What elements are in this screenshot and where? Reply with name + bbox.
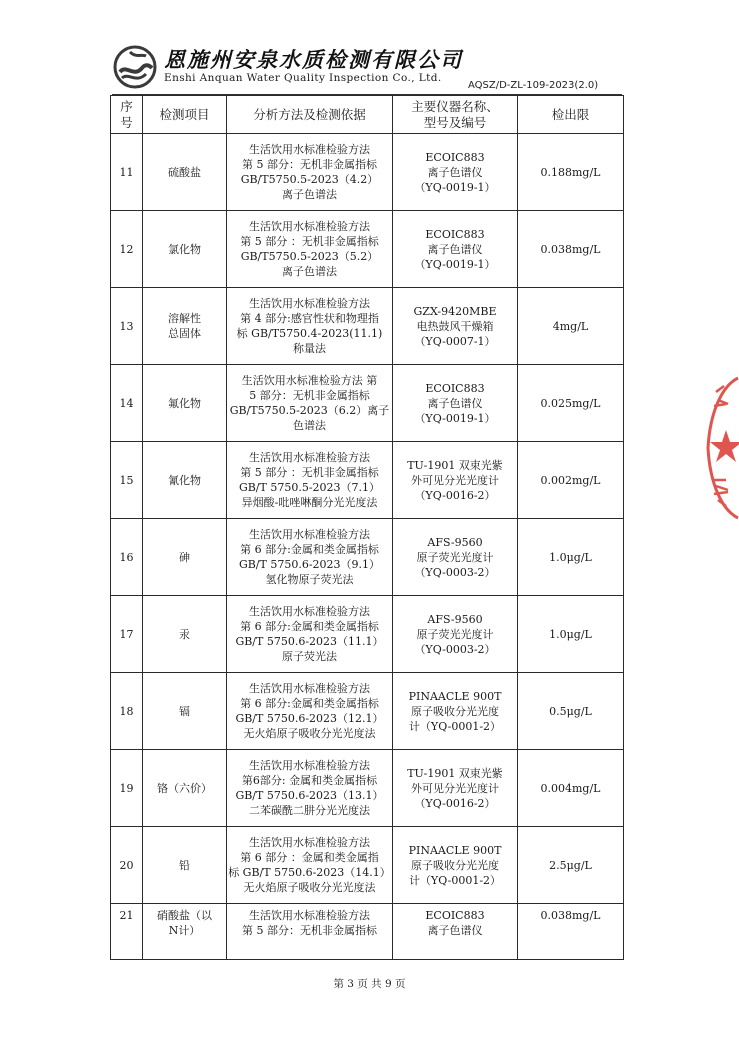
cell-limit: 0.002mg/L (518, 442, 624, 519)
header-seq: 序 号 (111, 96, 143, 134)
cell-seq: 21 (111, 904, 143, 960)
header-limit: 检出限 (518, 96, 624, 134)
cell-instrument-line: 计（YQ-0001-2） (408, 719, 502, 733)
cell-instrument-line: 计（YQ-0001-2） (408, 873, 502, 887)
cell-method-line: 生活饮用水标准检验方法 (249, 682, 370, 695)
document-header (112, 44, 622, 96)
cell-instrument-line: ECOIC883 (425, 381, 485, 395)
cell-item-line: 铬（六价） (157, 781, 212, 795)
cell-instrument-line: AFS-9560 (427, 535, 483, 549)
cell-seq: 14 (111, 365, 143, 442)
cell-method (227, 750, 393, 827)
company-name-cn: 恩施州安泉水质检测有限公司 (164, 47, 463, 72)
header-item: 检测项目 (143, 96, 227, 134)
cell-limit: 1.0μg/L (518, 596, 624, 673)
cell-instrument (393, 211, 518, 288)
cell-method-line: 氢化物原子荧光法 (265, 573, 354, 586)
cell-instrument (393, 750, 518, 827)
table-row (111, 288, 624, 365)
cell-method (227, 673, 393, 750)
cell-seq: 11 (111, 134, 143, 211)
cell-method-line: 生活饮用水标准检验方法 (249, 909, 370, 922)
cell-item-line: 氰化物 (168, 473, 201, 487)
cell-instrument (393, 673, 518, 750)
table-row (111, 365, 624, 442)
cell-seq: 19 (111, 750, 143, 827)
cell-method-line: GB/T 5750.6-2023（13.1） (235, 789, 384, 802)
cell-item (143, 519, 227, 596)
cell-seq: 15 (111, 442, 143, 519)
cell-instrument-line: （YQ-0016-2） (414, 488, 496, 502)
cell-instrument-line: 离子色谱仪 (427, 396, 483, 410)
cell-method-line: 5 部分：无机非金属指标 (249, 389, 370, 402)
cell-limit: 2.5μg/L (518, 827, 624, 904)
cell-limit: 0.5μg/L (518, 673, 624, 750)
cell-instrument (393, 904, 518, 960)
red-seal-stamp (704, 372, 739, 524)
cell-seq: 18 (111, 673, 143, 750)
cell-instrument-line: 原子荧光光度计 (416, 627, 494, 641)
cell-item (143, 288, 227, 365)
cell-method-line: 生活饮用水标准检验方法 (249, 220, 370, 233)
header-method: 分析方法及检测依据 (227, 96, 393, 134)
cell-method-line: 标 GB/T5750.4-2023(11.1) (236, 327, 383, 340)
table-row (111, 134, 624, 211)
cell-item-line: 总固体 (168, 327, 201, 340)
cell-limit: 1.0μg/L (518, 519, 624, 596)
cell-item (143, 673, 227, 750)
cell-instrument (393, 134, 518, 211)
cell-instrument-line: ECOIC883 (425, 150, 485, 164)
cell-item (143, 134, 227, 211)
cell-item-line: N计） (168, 924, 201, 937)
cell-instrument-line: 原子吸收分光光度 (411, 704, 499, 718)
cell-method-line: 第 5 部分 ：无机非金属指标 (240, 235, 379, 248)
cell-instrument-line: PINAACLE 900T (408, 843, 502, 857)
cell-instrument-line: 离子色谱仪 (427, 165, 483, 179)
cell-item-line: 氯化物 (168, 242, 201, 256)
cell-instrument-line: 外可见分光光度计 (411, 781, 499, 795)
cell-method-line: 生活饮用水标准检验方法 (249, 143, 370, 156)
cell-method (227, 519, 393, 596)
cell-instrument-line: AFS-9560 (427, 612, 483, 626)
cell-instrument-line: 离子色谱仪 (427, 242, 483, 256)
cell-instrument-line: 外可见分光光度计 (411, 473, 499, 487)
cell-method (227, 365, 393, 442)
cell-instrument-line: （YQ-0019-1） (414, 257, 496, 271)
cell-method-line: 第 5 部分：无机非金属指标 (242, 924, 377, 937)
cell-method-line: 二苯碳酰二肼分光光度法 (249, 804, 370, 817)
cell-limit: 0.038mg/L (518, 211, 624, 288)
cell-instrument-line: （YQ-0007-1） (414, 334, 496, 348)
cell-method-line: 第 5 部分：无机非金属指标 (242, 158, 377, 171)
cell-method-line: GB/T 5750.6-2023（11.1） (235, 635, 384, 648)
cell-instrument-line: （YQ-0019-1） (414, 180, 496, 194)
cell-method-line: GB/T5750.5-2023（6.2）离子 (229, 404, 390, 417)
cell-instrument-line: （YQ-0003-2） (414, 642, 496, 656)
table-row (111, 827, 624, 904)
table-row (111, 596, 624, 673)
cell-method-line: GB/T 5750.6-2023（9.1） (238, 558, 381, 571)
cell-seq: 17 (111, 596, 143, 673)
test-methods-table (110, 95, 624, 960)
cell-instrument-line: 原子荧光光度计 (416, 550, 494, 564)
cell-item (143, 904, 227, 960)
cell-method-line: 原子荧光法 (282, 650, 337, 663)
cell-item-line: 氟化物 (168, 396, 201, 410)
cell-instrument-line: TU-1901 双束光紫 (407, 458, 503, 472)
cell-item (143, 750, 227, 827)
cell-method-line: 色谱法 (293, 419, 326, 432)
cell-method-line: GB/T 5750.5-2023（7.1） (238, 481, 381, 494)
cell-method-line: GB/T5750.5-2023（5.2） (240, 250, 379, 263)
cell-method-line: 第 6 部分:金属和类金属指标 (240, 697, 379, 710)
cell-method-line: 无火焰原子吸收分光光度法 (243, 727, 376, 740)
cell-instrument (393, 827, 518, 904)
cell-instrument (393, 442, 518, 519)
cell-method (227, 288, 393, 365)
cell-method (227, 596, 393, 673)
table-row (111, 750, 624, 827)
cell-method-line: 称量法 (293, 342, 326, 355)
cell-seq: 20 (111, 827, 143, 904)
cell-limit: 0.004mg/L (518, 750, 624, 827)
cell-method-line: 无火焰原子吸收分光光度法 (243, 881, 376, 894)
table-row (111, 211, 624, 288)
cell-method-line: 生活饮用水标准检验方法 第 (241, 374, 378, 387)
cell-instrument (393, 288, 518, 365)
company-name-en: Enshi Anquan Water Quality Inspection Co., Ltd. (164, 72, 442, 84)
cell-item (143, 211, 227, 288)
cell-method-line: 生活饮用水标准检验方法 (249, 836, 370, 849)
cell-method-line: 第 6 部分 ：金属和类金属指 (240, 851, 379, 864)
cell-instrument-line: PINAACLE 900T (408, 689, 502, 703)
cell-method-line: 生活饮用水标准检验方法 (249, 759, 370, 772)
cell-instrument-line: 原子吸收分光光度 (411, 858, 499, 872)
cell-method-line: 生活饮用水标准检验方法 (249, 297, 370, 310)
cell-method (227, 211, 393, 288)
cell-seq: 12 (111, 211, 143, 288)
company-logo-icon (112, 44, 158, 90)
cell-method-line: GB/T5750.5-2023（4.2） (240, 173, 379, 186)
cell-method-line: GB/T 5750.6-2023（12.1） (235, 712, 384, 725)
cell-method (227, 134, 393, 211)
cell-item-line: 砷 (179, 550, 190, 564)
cell-method-line: 第 5 部分 ：无机非金属指标 (240, 466, 379, 479)
cell-item (143, 442, 227, 519)
cell-method-line: 标 GB/T 5750.6-2023（14.1） (228, 866, 391, 879)
cell-instrument-line: （YQ-0019-1） (414, 411, 496, 425)
table-header-row (111, 96, 624, 134)
cell-method-line: 第6部分: 金属和类金属指标 (241, 774, 378, 787)
cell-instrument-line: 离子色谱仪 (427, 924, 483, 937)
cell-method-line: 第 6 部分:金属和类金属指标 (240, 543, 379, 556)
cell-method (227, 904, 393, 960)
cell-item-line: 硫酸盐 (168, 165, 201, 179)
cell-method-line: 生活饮用水标准检验方法 (249, 528, 370, 541)
table-row (111, 519, 624, 596)
cell-limit: 0.038mg/L (518, 904, 624, 960)
cell-limit: 0.025mg/L (518, 365, 624, 442)
cell-instrument-line: （YQ-0016-2） (414, 796, 496, 810)
cell-item-line: 铅 (179, 858, 190, 872)
cell-method-line: 生活饮用水标准检验方法 (249, 451, 370, 464)
document-code: AQSZ/D-ZL-109-2023(2.0) (468, 80, 599, 91)
cell-item-line: 镉 (179, 704, 190, 718)
cell-instrument (393, 365, 518, 442)
cell-item-line: 汞 (179, 627, 190, 641)
cell-limit: 0.188mg/L (518, 134, 624, 211)
cell-item (143, 596, 227, 673)
table-row (111, 673, 624, 750)
cell-seq: 13 (111, 288, 143, 365)
cell-method-line: 第 4 部分:感官性状和物理指 (240, 312, 379, 325)
cell-item (143, 365, 227, 442)
cell-instrument-line: GZX-9420MBE (413, 304, 497, 318)
cell-method (227, 442, 393, 519)
cell-instrument (393, 519, 518, 596)
header-instrument: 主要仪器名称、 型号及编号 (393, 96, 518, 134)
cell-instrument-line: 电热鼓风干燥箱 (416, 319, 494, 333)
cell-instrument-line: TU-1901 双束光紫 (407, 766, 503, 780)
cell-method-line: 离子色谱法 (282, 188, 337, 201)
cell-seq: 16 (111, 519, 143, 596)
cell-limit: 4mg/L (518, 288, 624, 365)
page-number: 第 3 页 共 9 页 (333, 978, 406, 990)
cell-instrument (393, 596, 518, 673)
table-row (111, 442, 624, 519)
cell-method (227, 827, 393, 904)
cell-method-line: 离子色谱法 (282, 265, 337, 278)
table-row (111, 904, 624, 960)
cell-instrument-line: ECOIC883 (425, 227, 485, 241)
cell-method-line: 第 6 部分:金属和类金属指标 (240, 620, 379, 633)
cell-method-line: 异烟酸-吡唑啉酮分光光度法 (241, 496, 378, 509)
cell-method-line: 生活饮用水标准检验方法 (249, 605, 370, 618)
cell-item (143, 827, 227, 904)
cell-item-line: 硝酸盐（以 (157, 909, 212, 922)
cell-instrument-line: （YQ-0003-2） (414, 565, 496, 579)
cell-instrument-line: ECOIC883 (425, 909, 485, 922)
cell-item-line: 溶解性 (168, 312, 201, 325)
